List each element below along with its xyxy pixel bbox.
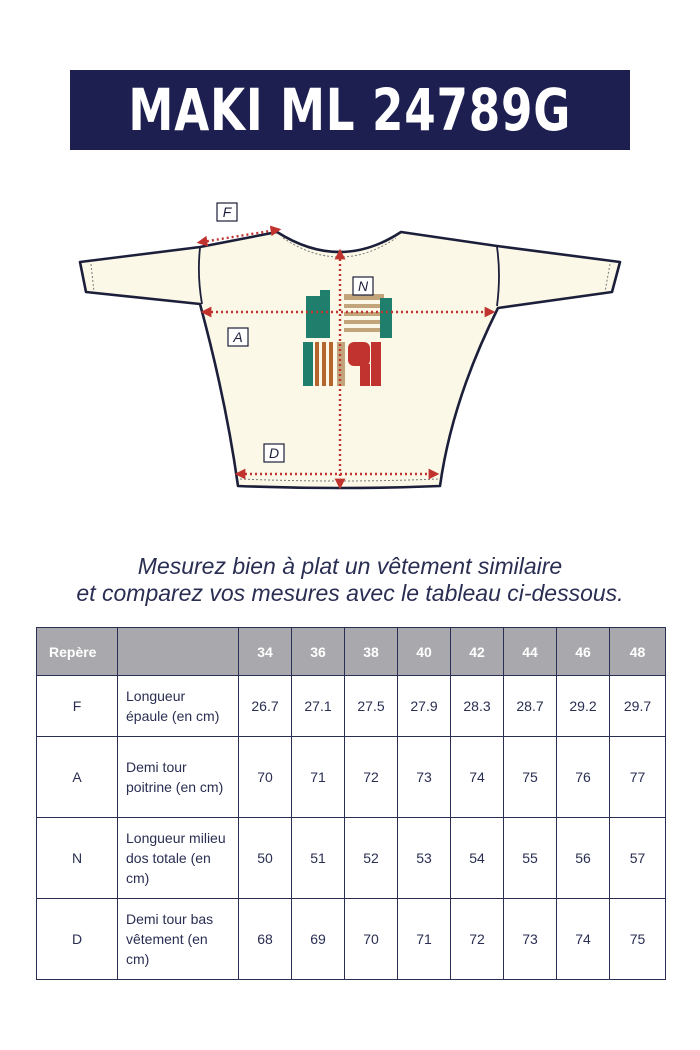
table-row xyxy=(37,676,666,737)
row-value: 74 xyxy=(451,737,504,818)
row-value: 76 xyxy=(557,737,610,818)
row-value: 72 xyxy=(345,737,398,818)
row-value: 56 xyxy=(557,818,610,899)
row-value: 53 xyxy=(398,818,451,899)
row-value: 51 xyxy=(292,818,345,899)
row-value: 57 xyxy=(610,818,666,899)
product-title: MAKI ML 24789G xyxy=(128,76,572,144)
table-header-row xyxy=(37,628,666,676)
row-value: 27.9 xyxy=(398,676,451,737)
row-value: 75 xyxy=(504,737,557,818)
size-table xyxy=(36,627,666,980)
header-size: 38 xyxy=(345,628,398,676)
row-value: 71 xyxy=(398,899,451,980)
instructions-caption xyxy=(0,553,700,607)
row-value: 70 xyxy=(345,899,398,980)
header-repere: Repère xyxy=(37,628,118,676)
row-code: D xyxy=(37,899,118,980)
label-a xyxy=(228,328,248,346)
row-value: 26.7 xyxy=(239,676,292,737)
row-value: 74 xyxy=(557,899,610,980)
header-size: 34 xyxy=(239,628,292,676)
label-n xyxy=(353,277,373,295)
row-description: Longueur épaule (en cm) xyxy=(118,676,239,737)
row-value: 68 xyxy=(239,899,292,980)
row-code: A xyxy=(37,737,118,818)
header-size: 44 xyxy=(504,628,557,676)
label-n-text: N xyxy=(357,278,369,294)
row-value: 70 xyxy=(239,737,292,818)
row-value: 69 xyxy=(292,899,345,980)
row-value: 28.3 xyxy=(451,676,504,737)
header-size: 46 xyxy=(557,628,610,676)
label-d-text: D xyxy=(268,445,280,461)
row-value: 27.1 xyxy=(292,676,345,737)
label-f xyxy=(217,203,237,221)
row-value: 73 xyxy=(398,737,451,818)
row-code: F xyxy=(37,676,118,737)
row-value: 72 xyxy=(451,899,504,980)
caption-line-1: Mesurez bien à plat un vêtement similaire xyxy=(137,553,563,579)
row-value: 75 xyxy=(610,899,666,980)
label-d xyxy=(264,444,284,462)
table-row xyxy=(37,737,666,818)
table-row xyxy=(37,899,666,980)
label-f-text: F xyxy=(222,204,232,220)
row-description: Longueur milieu dos totale (en cm) xyxy=(118,818,239,899)
row-value: 55 xyxy=(504,818,557,899)
row-value: 54 xyxy=(451,818,504,899)
row-description: Demi tour bas vêtement (en cm) xyxy=(118,899,239,980)
header-size: 40 xyxy=(398,628,451,676)
table-row xyxy=(37,818,666,899)
row-value: 77 xyxy=(610,737,666,818)
row-value: 29.2 xyxy=(557,676,610,737)
row-description: Demi tour poitrine (en cm) xyxy=(118,737,239,818)
caption-line-2: et comparez vos mesures avec le tableau ci-dessous. xyxy=(76,580,624,606)
garment-diagram xyxy=(0,190,700,510)
row-value: 50 xyxy=(239,818,292,899)
row-value: 28.7 xyxy=(504,676,557,737)
label-a-text: A xyxy=(233,329,243,345)
header-size: 36 xyxy=(292,628,345,676)
title-banner xyxy=(70,70,630,150)
row-code: N xyxy=(37,818,118,899)
row-value: 52 xyxy=(345,818,398,899)
row-value: 27.5 xyxy=(345,676,398,737)
header-size: 48 xyxy=(610,628,666,676)
row-value: 29.7 xyxy=(610,676,666,737)
row-value: 71 xyxy=(292,737,345,818)
header-description xyxy=(118,628,239,676)
header-size: 42 xyxy=(451,628,504,676)
row-value: 73 xyxy=(504,899,557,980)
